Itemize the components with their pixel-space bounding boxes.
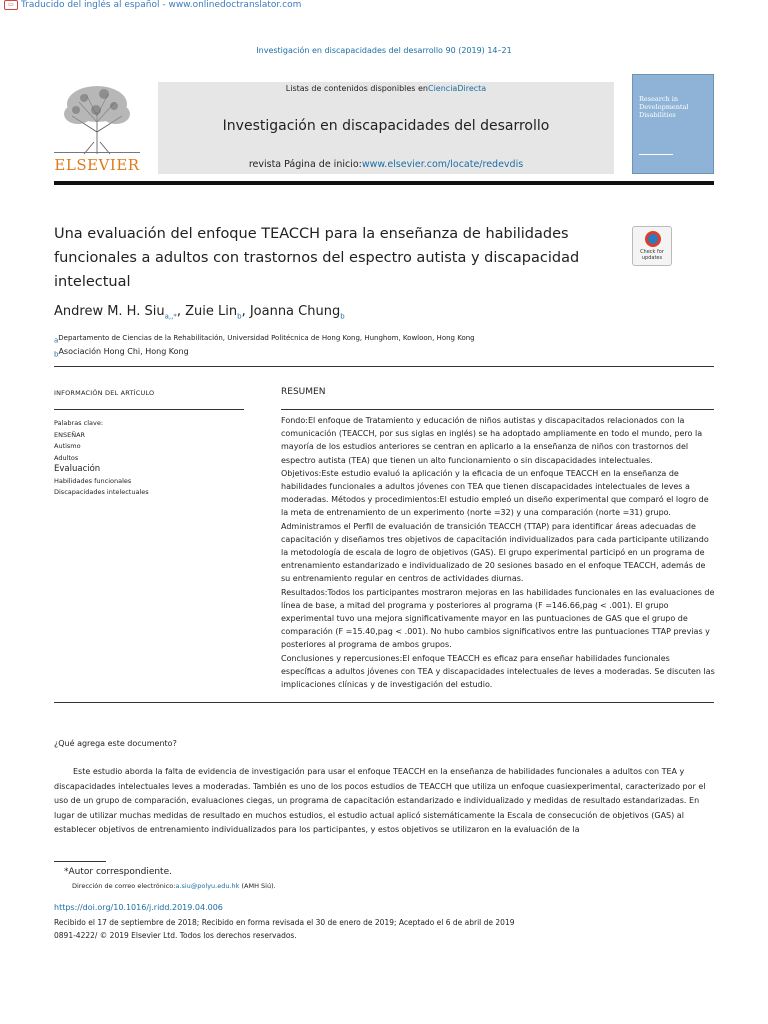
copyright-notice: 0891-4222/ © 2019 Elsevier Ltd. Todos los derechos reservados. [54,931,297,940]
keyword: Adultos [54,453,79,462]
email-link[interactable]: a.siu@polyu.edu.hk [175,882,240,890]
author-name[interactable]: Zuie Lin [185,304,238,319]
author-name[interactable]: Andrew M. H. Siu [54,304,165,319]
affiliation-a [54,332,475,346]
journal-cover [632,74,714,174]
availability-prefix: Listas de contenidos disponibles en [285,84,428,93]
keywords-label: Palabras clave: [54,419,104,427]
doi-link[interactable]: https://doi.org/10.1016/j.ridd.2019.04.006 [54,903,223,912]
sciencedirect-link[interactable]: CienciaDirecta [428,84,487,93]
abstract-objectives: Objetivos:Este estudio evaluó la aplicación y la eficacia de un enfoque TEACCH en la enseñanza de habilidades funcionales a adultos jóvenes con TEA que tienen discapacidades intelectuales de leves a moderadas. Métodos y procedimientos:El estudio empleó un diseño experimental que comparó el logro de la meta de entrenamiento de un experimento (norte =32) y una comparación (norte =31) grupo. Administramos el Perfil de evaluación de transición TEACCH (TTAP) para identificar áreas adecuadas de capacitación y diseñamos tres objetivos de capacitación individualizados para cada participante utilizando la metodología de escala de logro de objetivos (GAS). El grupo experimental participó en un programa de entrenamiento estandarizado e individualizado de 20 sesiones basado en el enfoque TEACCH, además de su entrenamiento regular en centros de actividades diurnas. [281,468,709,584]
affiliation-marker: b [54,350,59,359]
pdf-icon: ▭ [4,0,18,10]
keyword: Autismo [54,442,81,450]
email-note [72,882,276,890]
crossmark-label: Check for updates [640,249,664,261]
translator-banner[interactable] [4,0,301,10]
cover-title: Research in Developmental Disabilities [639,95,689,119]
elsevier-logo [54,82,140,174]
keywords-list [54,418,244,499]
journal-masthead [158,82,614,174]
journal-reference[interactable]: Investigación en discapacidades del desarrollo 90 (2019) 14–21 [256,46,512,55]
author-affiliation-marker[interactable]: b [340,312,345,321]
footnote-marker: * [64,867,69,877]
section-divider [54,702,714,703]
author-affiliation-marker[interactable]: b [237,312,242,321]
author-list: Andrew M. H. Siu$^{a,,*}$, Zuie Lin$^b$, Joanna Chung$^b$ [54,304,345,321]
cover-divider [639,154,673,155]
author-affiliation-marker[interactable]: a,,* [164,312,177,321]
article-info-heading: INFORMACIÓN DEL ARTÍCULO [54,389,155,397]
keyword: Evaluación [54,464,101,474]
journal-title: Investigación en discapacidades del desarrollo [222,118,550,134]
affiliation-b [54,346,475,361]
abstract-results: Resultados:Todos los participantes mostraron mejoras en las habilidades funcionales en las evaluaciones de línea de base, a mitad del programa y posteriores al programa (F =146.66,pag < .001). El grupo experimental tuvo una mejora significativamente mayor en las puntuaciones de GAS que el grupo de comparación (F =15.40,pag < .001). No hubo cambios significativos entre las puntuaciones TTAP previas y posteriores al programa de ambos grupos. [281,587,715,650]
abstract-background: Fondo:El enfoque de Tratamiento y educación de niños autistas y discapacitados relacionados con la comunicación (TEACCH, por sus siglas en inglés) se ha adoptado ampliamente en todo el mundo, pero la mayoría de los estudios anteriores se centran en aplicarlo a la enseñanza de niños con trastornos del espectro autista (TEA) que tienen un alto funcionamiento o sin discapacidades intelectuales. [281,416,703,465]
email-prefix: Dirección de correo electrónico: [72,882,176,890]
journal-homepage [158,159,614,170]
corresponding-author-text: Autor correspondiente. [68,867,172,877]
homepage-link[interactable]: www.elsevier.com/locate/redevdis [361,159,524,170]
article-title: Una evaluación del enfoque TEACCH para la enseñanza de habilidades funcionales a adultos con trastornos del espectro autista y discapacidad intelectual [54,226,580,290]
received-dates: Recibido el 17 de septiembre de 2018; Recibido en forma revisada el 30 de enero de 2019; Aceptado el 6 de abril de 2019 [54,918,515,927]
section-divider [54,366,714,367]
abstract-conclusions: Conclusiones y repercusiones:El enfoque TEACCH es eficaz para enseñar habilidades funcionales específicas a adultos jóvenes con TEA y discapacidades intelectuales de leves a moderadas. Se discuten las implicaciones clínicas y de investigación del estudio. [281,653,715,690]
affiliation-text: Asociación Hong Chi, Hong Kong [58,347,189,357]
what-adds-body: Este estudio aborda la falta de evidencia de investigación para usar el enfoque TEACCH en la enseñanza de habilidades funcionales a adultos con TEA y discapacidades intelectuales leves a moderadas. También es uno de los pocos estudios de TEACCH que utiliza un enfoque cuasiexperimental, caracterizado por el uso de un grupo de comparación, evaluaciones ciegas, un programa de capacitación estandarizado e individualizado y medidas de resultado estandarizadas. En lugar de utilizar muchas medidas de resultado en muchos estudios, el estudio actual aplicó sistemáticamente la Escala de consecución de objetivos (GAS) al establecer objetivos de entrenamiento individualizados para los participantes, y estos objetivos se utilizaron en la evaluación de la [54,767,706,835]
keyword: Discapacidades intelectuales [54,488,149,496]
translator-link[interactable]: Traducido del inglés al español - www.onlinedoctranslator.com [21,0,302,10]
tree-icon [54,82,140,156]
publisher-name: ELSEVIER [54,156,140,174]
abstract-heading: RESUMEN [281,387,326,397]
what-adds-heading: ¿Qué agrega este documento? [54,739,177,748]
keyword: ENSEÑAR [54,430,86,439]
keyword: Habilidades funcionales [54,476,132,485]
abstract-body [281,414,715,691]
homepage-prefix: revista Página de inicio: [248,159,362,170]
article-info-divider [54,409,244,410]
abstract-divider [281,409,714,410]
affiliation-marker: a [54,336,59,345]
header-divider [54,181,714,185]
crossmark-icon [645,231,661,247]
footnote-divider [54,861,106,862]
corresponding-author-note [64,867,172,877]
email-suffix: (AMH Siú). [241,882,276,890]
check-for-updates-badge[interactable] [632,226,672,266]
affiliation-text: Departamento de Ciencias de la Rehabilitación, Universidad Politécnica de Hong Kong, Hunghom, Kowloon, Hong Kong [58,334,475,342]
author-name[interactable]: Joanna Chung [249,304,341,319]
contents-availability [158,84,614,93]
affiliations [54,332,475,361]
